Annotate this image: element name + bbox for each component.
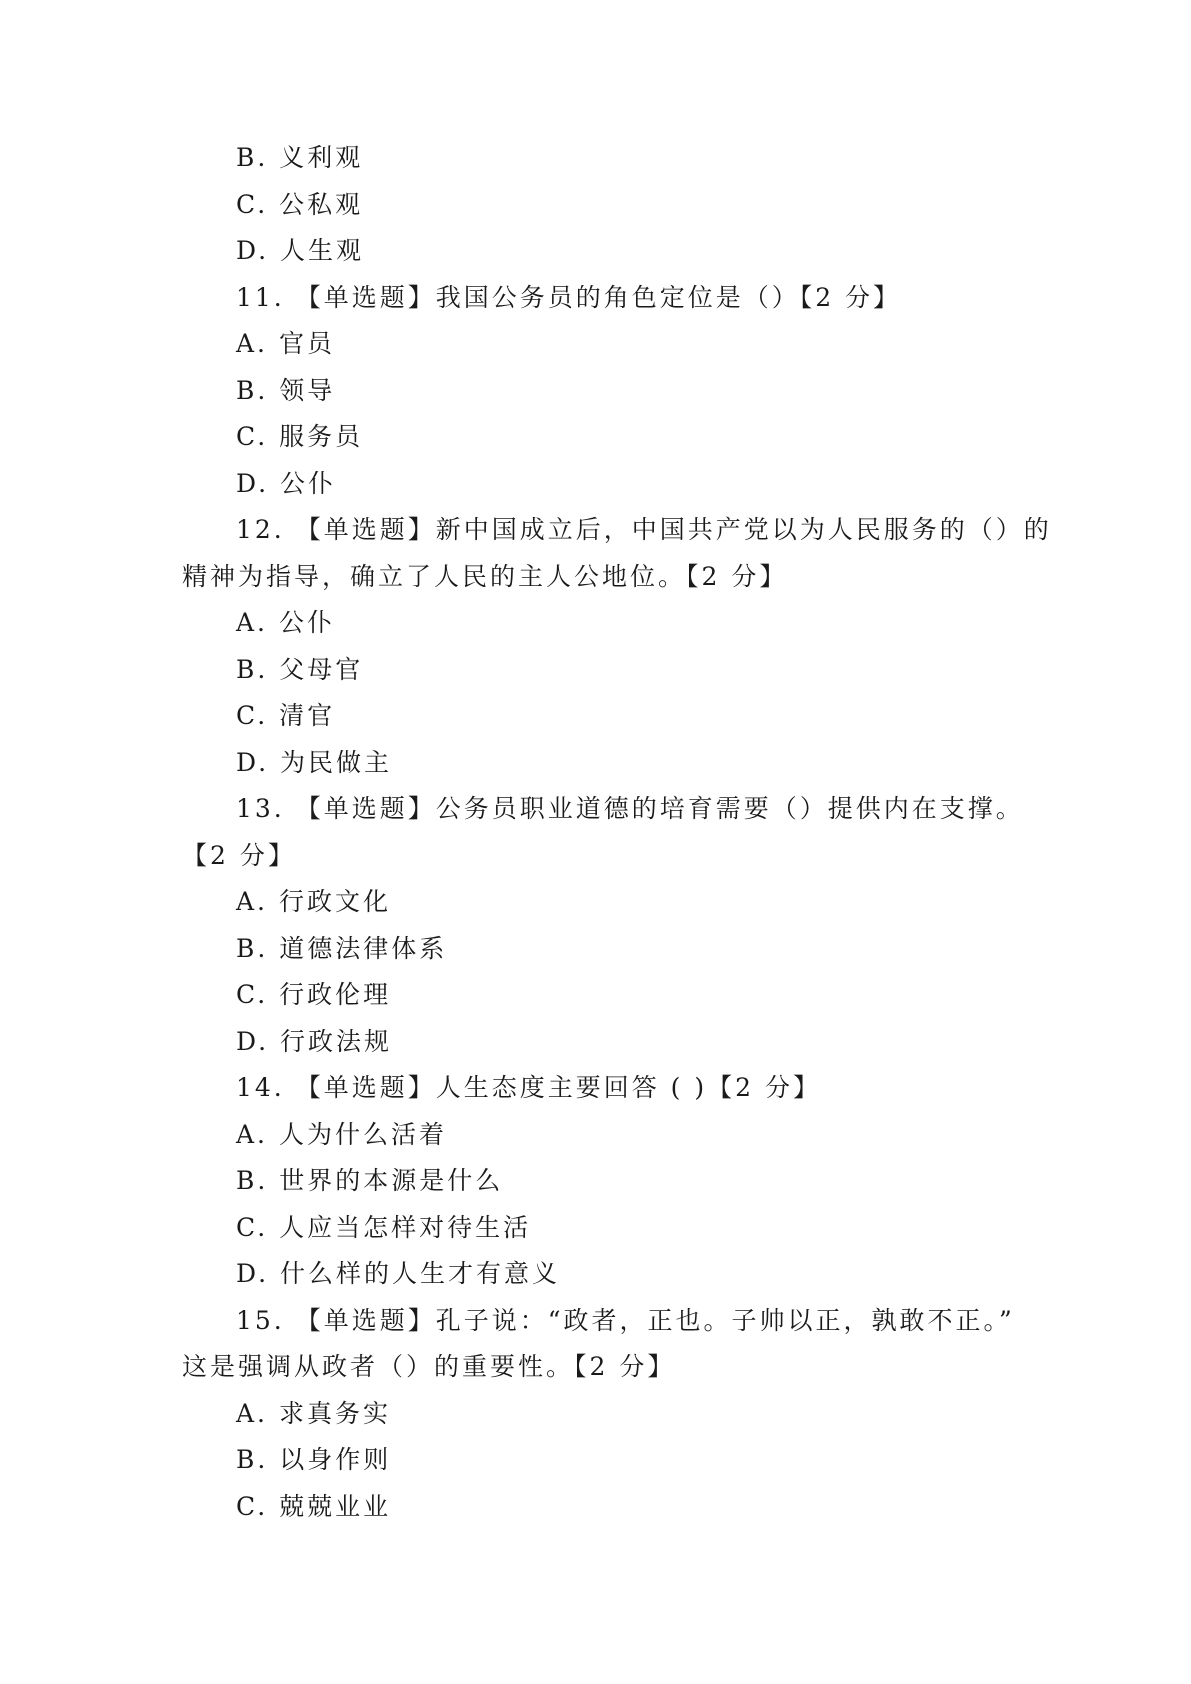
option-line: B. 以身作则 <box>236 1445 392 1474</box>
option-line: B. 父母官 <box>236 654 364 684</box>
option-line: D. 公仆 <box>236 468 337 498</box>
option-line: C. 兢兢业业 <box>236 1491 392 1521</box>
question-12-continued: 精神为指导，确立了人民的主人公地位。【2 分】 <box>182 561 788 591</box>
option-line: B. 世界的本源是什么 <box>236 1166 504 1195</box>
option-line: C. 服务员 <box>236 422 364 451</box>
question-13-continued: 【2 分】 <box>182 840 296 870</box>
option-line: A. 行政文化 <box>236 887 391 916</box>
option-line: A. 人为什么活着 <box>236 1119 447 1149</box>
option-line: C. 行政伦理 <box>236 980 392 1009</box>
question-13: 13. 【单选题】公务员职业道德的培育需要（）提供内在支撑。 <box>236 794 1024 823</box>
option-line: C. 公私观 <box>236 189 364 219</box>
option-line: B. 领导 <box>236 375 336 405</box>
option-line: C. 人应当怎样对待生活 <box>236 1212 532 1242</box>
question-12: 12. 【单选题】新中国成立后，中国共产党以为人民服务的（）的 <box>236 515 1052 544</box>
question-14: 14. 【单选题】人生态度主要回答 ( )【2 分】 <box>236 1073 821 1102</box>
option-line: A. 公仆 <box>236 608 335 637</box>
document-page <box>0 135 1191 1530</box>
option-line: D. 行政法规 <box>236 1026 393 1056</box>
option-line: C. 清官 <box>236 701 336 730</box>
option-line: A. 求真务实 <box>236 1398 391 1428</box>
option-line: B. 义利观 <box>236 143 364 172</box>
option-line: D. 人生观 <box>236 236 365 265</box>
question-15: 15. 【单选题】孔子说：“政者，正也。子帅以正，孰敢不正。” <box>236 1305 1015 1335</box>
option-line: A. 官员 <box>236 329 335 358</box>
option-line: D. 为民做主 <box>236 747 393 777</box>
option-line: D. 什么样的人生才有意义 <box>236 1259 561 1288</box>
option-line: B. 道德法律体系 <box>236 933 448 963</box>
question-15-continued: 这是强调从政者（）的重要性。【2 分】 <box>182 1352 676 1381</box>
question-11: 11. 【单选题】我国公务员的角色定位是（）【2 分】 <box>236 282 902 312</box>
